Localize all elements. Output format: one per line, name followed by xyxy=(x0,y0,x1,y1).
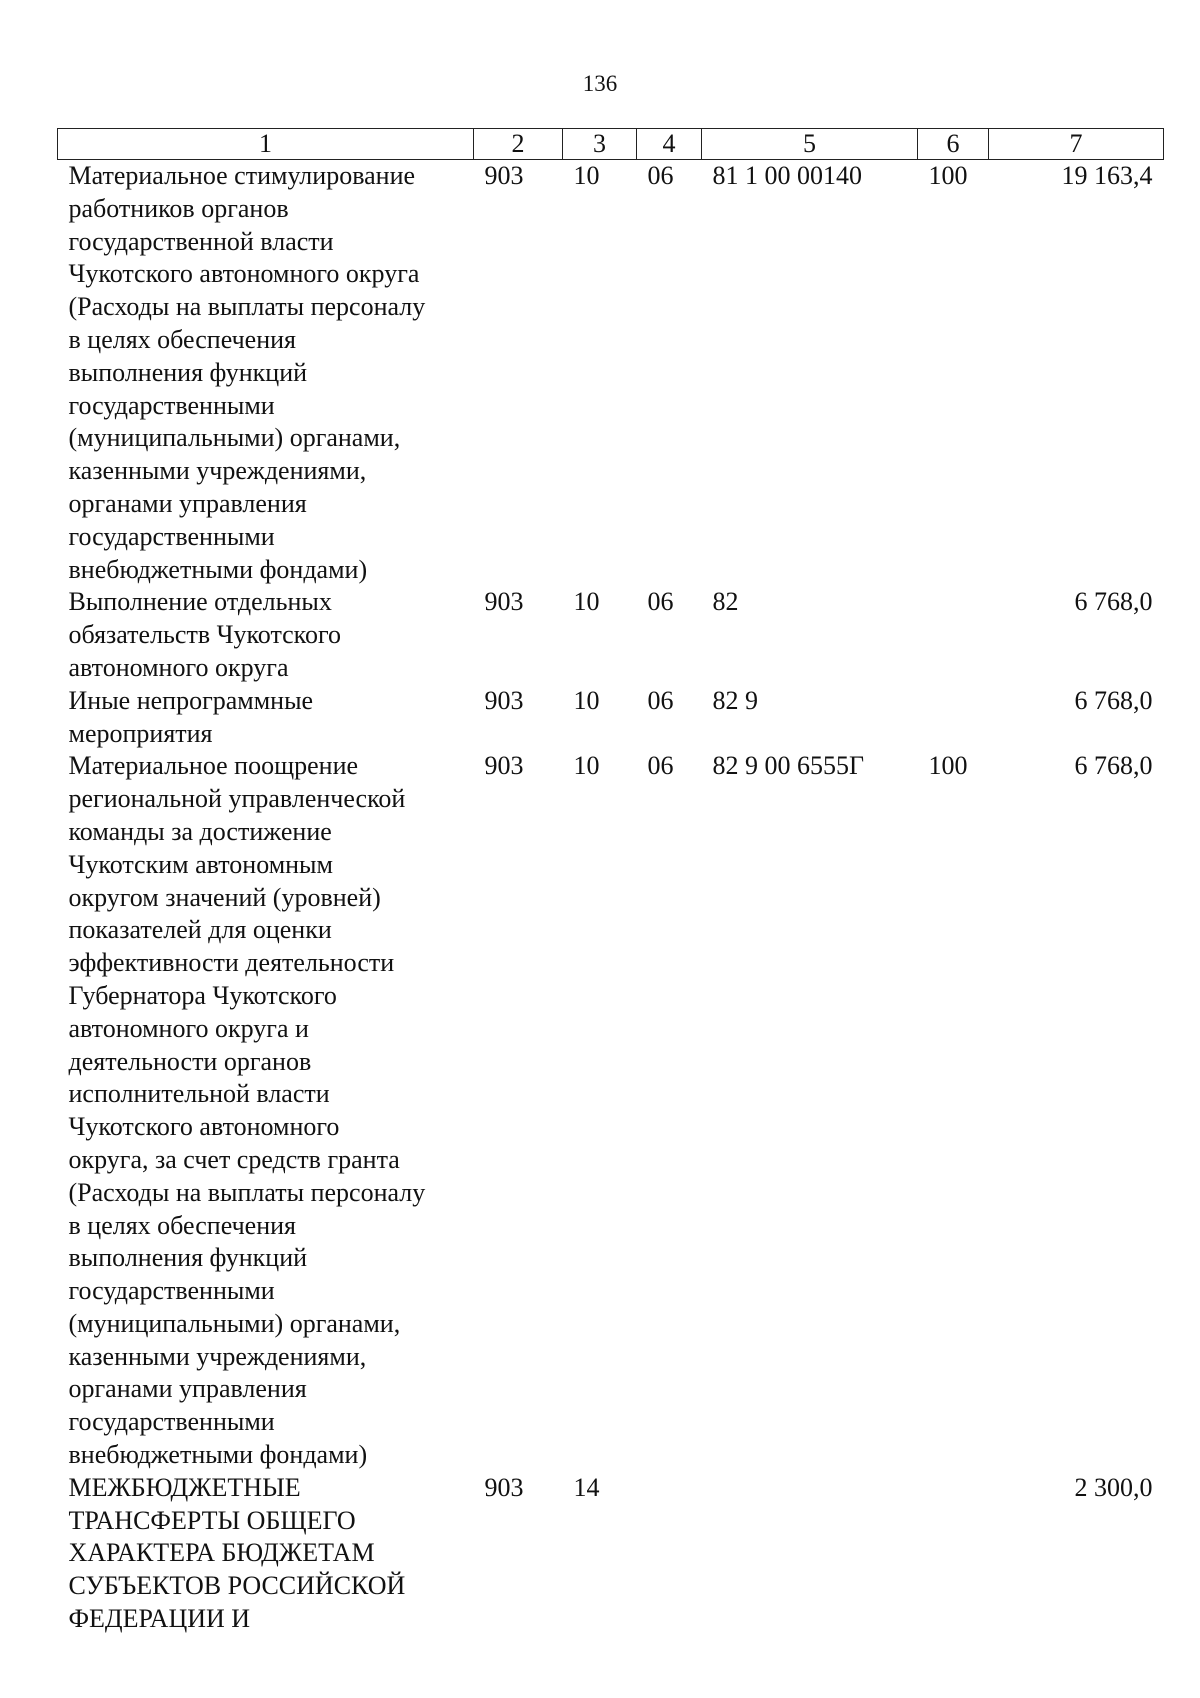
row-section: 14 xyxy=(573,1472,600,1502)
row-target: 82 9 xyxy=(712,685,758,715)
header-col-2: 2 xyxy=(474,129,563,160)
row-expense-type xyxy=(918,1472,989,1636)
row-name: Выполнение отдельных обязательств Чукотского автономного округа xyxy=(68,587,342,682)
header-row xyxy=(58,129,1164,160)
table-row xyxy=(58,685,1164,751)
row-name: Материальное поощрение региональной управленческой команды за достижение Чукотским автономным округом значений (уровней) показателей для оценки эффективности деятельности Губернатора Чукотского автономного округа и деятельности органов исполнительной власти Чукотского автономного округа, за счет средств гранта (Расходы на выплаты персоналу в целях обеспечения выполнения функций государственными (муниципальными) органами, казенными учреждениями, органами управления государственными внебюджетными фондами) xyxy=(68,751,426,1470)
table-row xyxy=(58,160,1164,587)
row-name: МЕЖБЮДЖЕТНЫЕ ТРАНСФЕРТЫ ОБЩЕГО ХАРАКТЕРА БЮДЖЕТАМ СУБЪЕКТОВ РОССИЙСКОЙ ФЕДЕРАЦИИ И xyxy=(68,1472,406,1634)
page-number: 136 xyxy=(582,71,618,96)
row-section: 10 xyxy=(573,751,600,781)
row-target: 82 xyxy=(712,587,739,617)
row-subsection xyxy=(637,1472,702,1636)
row-subsection: 06 xyxy=(647,685,674,715)
row-expense-type xyxy=(918,586,989,684)
row-target: 82 9 00 6555Г xyxy=(712,751,865,781)
row-ministry: 903 xyxy=(484,587,524,617)
header-col-6: 6 xyxy=(918,129,989,160)
header-col-4: 4 xyxy=(637,129,702,160)
row-amount: 6 768,0 xyxy=(1074,751,1153,781)
table-header xyxy=(58,129,1164,160)
table-row xyxy=(58,750,1164,1472)
row-expense-type: 100 xyxy=(928,751,968,781)
table-row xyxy=(58,586,1164,684)
row-expense-type: 100 xyxy=(928,161,968,190)
row-target: 81 1 00 00140 xyxy=(712,161,862,190)
row-name: Материальное стимулирование работников органов государственной власти Чукотского автономного округа (Расходы на выплаты персоналу в целях обеспечения выполнения функций государственными (муниципальными) органами, казенными учреждениями, органами управления государственными внебюджетными фондами) xyxy=(68,161,426,584)
header-col-1: 1 xyxy=(58,129,474,160)
row-subsection: 06 xyxy=(647,751,674,781)
table-row xyxy=(58,1472,1164,1636)
row-expense-type xyxy=(918,685,989,751)
row-section: 10 xyxy=(573,161,600,190)
budget-table xyxy=(57,128,1164,1636)
row-ministry: 903 xyxy=(484,685,524,715)
row-ministry: 903 xyxy=(484,1472,524,1502)
row-target xyxy=(702,1472,918,1636)
header-col-3: 3 xyxy=(563,129,637,160)
row-amount: 6 768,0 xyxy=(1074,587,1153,617)
row-section: 10 xyxy=(573,685,600,715)
row-subsection: 06 xyxy=(647,587,674,617)
header-col-5: 5 xyxy=(702,129,918,160)
header-col-7: 7 xyxy=(989,129,1164,160)
row-subsection: 06 xyxy=(647,161,674,190)
row-ministry: 903 xyxy=(484,161,524,190)
row-amount: 2 300,0 xyxy=(1074,1472,1153,1502)
row-amount: 6 768,0 xyxy=(1074,685,1153,715)
row-section: 10 xyxy=(573,587,600,617)
row-amount: 19 163,4 xyxy=(1061,161,1153,190)
row-ministry: 903 xyxy=(484,751,524,781)
row-name: Иные непрограммные мероприятия xyxy=(68,685,314,748)
table-body xyxy=(58,160,1164,1636)
